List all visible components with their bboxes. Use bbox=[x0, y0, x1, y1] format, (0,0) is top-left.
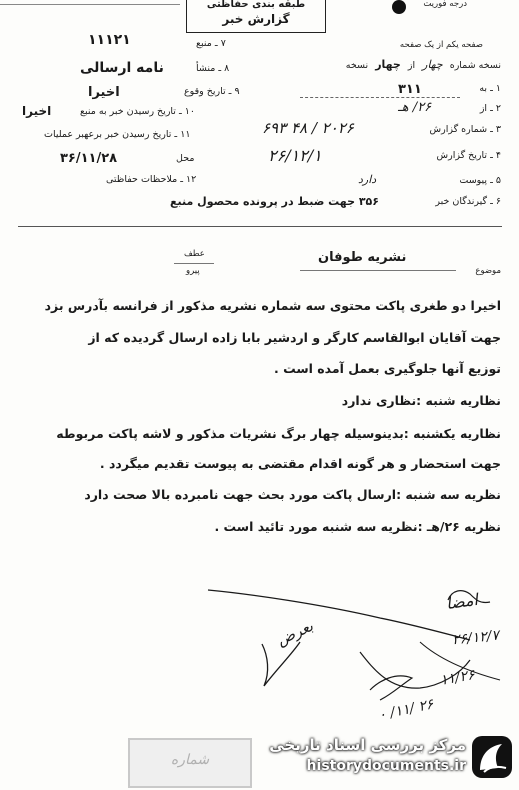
signature-5-date: ۰ /۱۱/ ۲۶ bbox=[376, 696, 435, 724]
body-line-6: جهت استحضار و هر گونه اقدام مقتضی به پیوست تقدیم میگردد . bbox=[99, 456, 501, 471]
field-4-value: ۲۶/۱۲/۱ bbox=[268, 146, 322, 165]
body-line-3: توزیع آنها جلوگیری بعمل آمده است . bbox=[273, 361, 501, 376]
signature-flourish-4 bbox=[370, 676, 412, 700]
field-11-label: ۱۱ ـ تاریخ رسیدن خبر برعهبر عملیات bbox=[44, 129, 191, 140]
field-5-value: دارد bbox=[358, 173, 377, 186]
brand-logo-icon bbox=[468, 732, 516, 782]
signature-3-date: ۲۶/۱۲/۷ bbox=[451, 627, 500, 649]
field-6-label: ۶ ـ گیرندگان خبر bbox=[435, 196, 501, 207]
field-8-value: نامه ارسالی bbox=[80, 60, 164, 76]
body-line-1: اخیرا دو طغری پاکت محتوی سه شماره نشریه مذکور از فرانسه بآدرس بزد bbox=[44, 298, 501, 313]
brand-name: مرکز بررسی اسناد تاریخی bbox=[269, 736, 466, 754]
top-rule bbox=[0, 4, 180, 5]
field-12-label: ۱۲ ـ ملاحظات حفاظتی bbox=[106, 174, 197, 185]
field-3-value: ۶۹۳ ۴۸ / ۲۰۲۶ bbox=[262, 119, 354, 137]
copy-total: چهار bbox=[375, 58, 401, 71]
copy-unit: نسخه bbox=[345, 60, 369, 71]
field-1-line bbox=[300, 97, 460, 98]
field-4-label: ۴ ـ تاریخ گزارش bbox=[436, 150, 501, 161]
field-3-label: ۳ ـ شماره گزارش bbox=[429, 124, 501, 135]
field-8-label: ۸ ـ منشأ bbox=[196, 63, 230, 74]
field-9-value: اخیرا bbox=[88, 85, 120, 100]
signature-2: بعرض bbox=[273, 616, 316, 650]
subject-underline bbox=[300, 270, 456, 271]
field-10-label: ۱۰ ـ تاریخ رسیدن خبر به منبع bbox=[80, 106, 195, 117]
signature-4-date: ۱۱/۲۶ bbox=[438, 667, 476, 689]
signature-strokes bbox=[0, 560, 519, 740]
stamp-line-2: گزارش خبر bbox=[222, 12, 290, 26]
signature-flourish-1 bbox=[208, 590, 470, 640]
subject-label: موضوع bbox=[475, 266, 501, 276]
signature-1: امضا bbox=[444, 589, 479, 614]
field-2-value: ۲۶/ هـ bbox=[398, 100, 432, 115]
brand-url: historydocuments.ir bbox=[306, 758, 466, 774]
field-9-label: ۹ ـ تاریخ وقوع bbox=[184, 86, 240, 97]
field-1-value: ۳۱۱ bbox=[398, 82, 422, 97]
copy-info-row bbox=[281, 58, 501, 71]
classification-stamp bbox=[186, 0, 326, 33]
copy-from: از bbox=[407, 60, 416, 71]
ref-bottom: پیرو bbox=[186, 266, 200, 276]
stamp-line-1: طبقه بندی حفاظتی bbox=[206, 0, 306, 10]
field-1-label: ۱ ـ به bbox=[479, 83, 501, 94]
place-label: محل bbox=[176, 153, 195, 164]
field-11-value: ۳۶/۱۱/۲۸ bbox=[60, 151, 118, 166]
field-7-value: ۱۱۱۲۱ bbox=[88, 32, 131, 48]
body-line-7: نظریه سه شنبه :ارسال پاکت مورد بحث جهت نامبرده بالا صحت دارد bbox=[84, 487, 501, 502]
copy-info-label: نسخه شماره bbox=[449, 60, 501, 71]
field-5-label: ۵ ـ پیوست bbox=[459, 175, 501, 186]
brand-watermark[interactable] bbox=[226, 730, 516, 786]
faded-stamp-text: شماره bbox=[170, 752, 210, 768]
ref-divider bbox=[174, 263, 214, 264]
body-line-2: جهت آقایان ابوالقاسم کارگر و اردشیر بابا زاده ارسال گردیده که از bbox=[88, 330, 501, 345]
body-line-4: نظاریه شنبه :نظاری ندارد bbox=[341, 393, 501, 408]
copy-handwritten: چهار bbox=[422, 58, 443, 71]
body-line-8: نظریه ۲۶/هـ :نظریه سه شنبه مورد تائید است . bbox=[214, 519, 501, 534]
page-info: صفحه یکم از یک صفحه bbox=[399, 40, 483, 50]
field-6-value: ۳۵۶ جهت ضبط در پرونده محصول منبع bbox=[170, 195, 379, 208]
field-10-value: اخیرا bbox=[22, 104, 52, 118]
ref-top: عطف bbox=[184, 249, 205, 259]
field-2-label: ۲ ـ از bbox=[479, 103, 501, 114]
subject-value: نشریه طوفان bbox=[318, 250, 407, 265]
priority-dot bbox=[392, 0, 406, 14]
classification-label: درجه فوریت bbox=[423, 0, 467, 9]
field-7-label: ۷ ـ منبع bbox=[196, 38, 226, 49]
header-separator bbox=[18, 226, 502, 227]
body-line-5: نظاریه یکشنبه :بدینوسیله چهار برگ نشریات مذکور و لاشه پاکت مربوطه bbox=[56, 426, 501, 441]
